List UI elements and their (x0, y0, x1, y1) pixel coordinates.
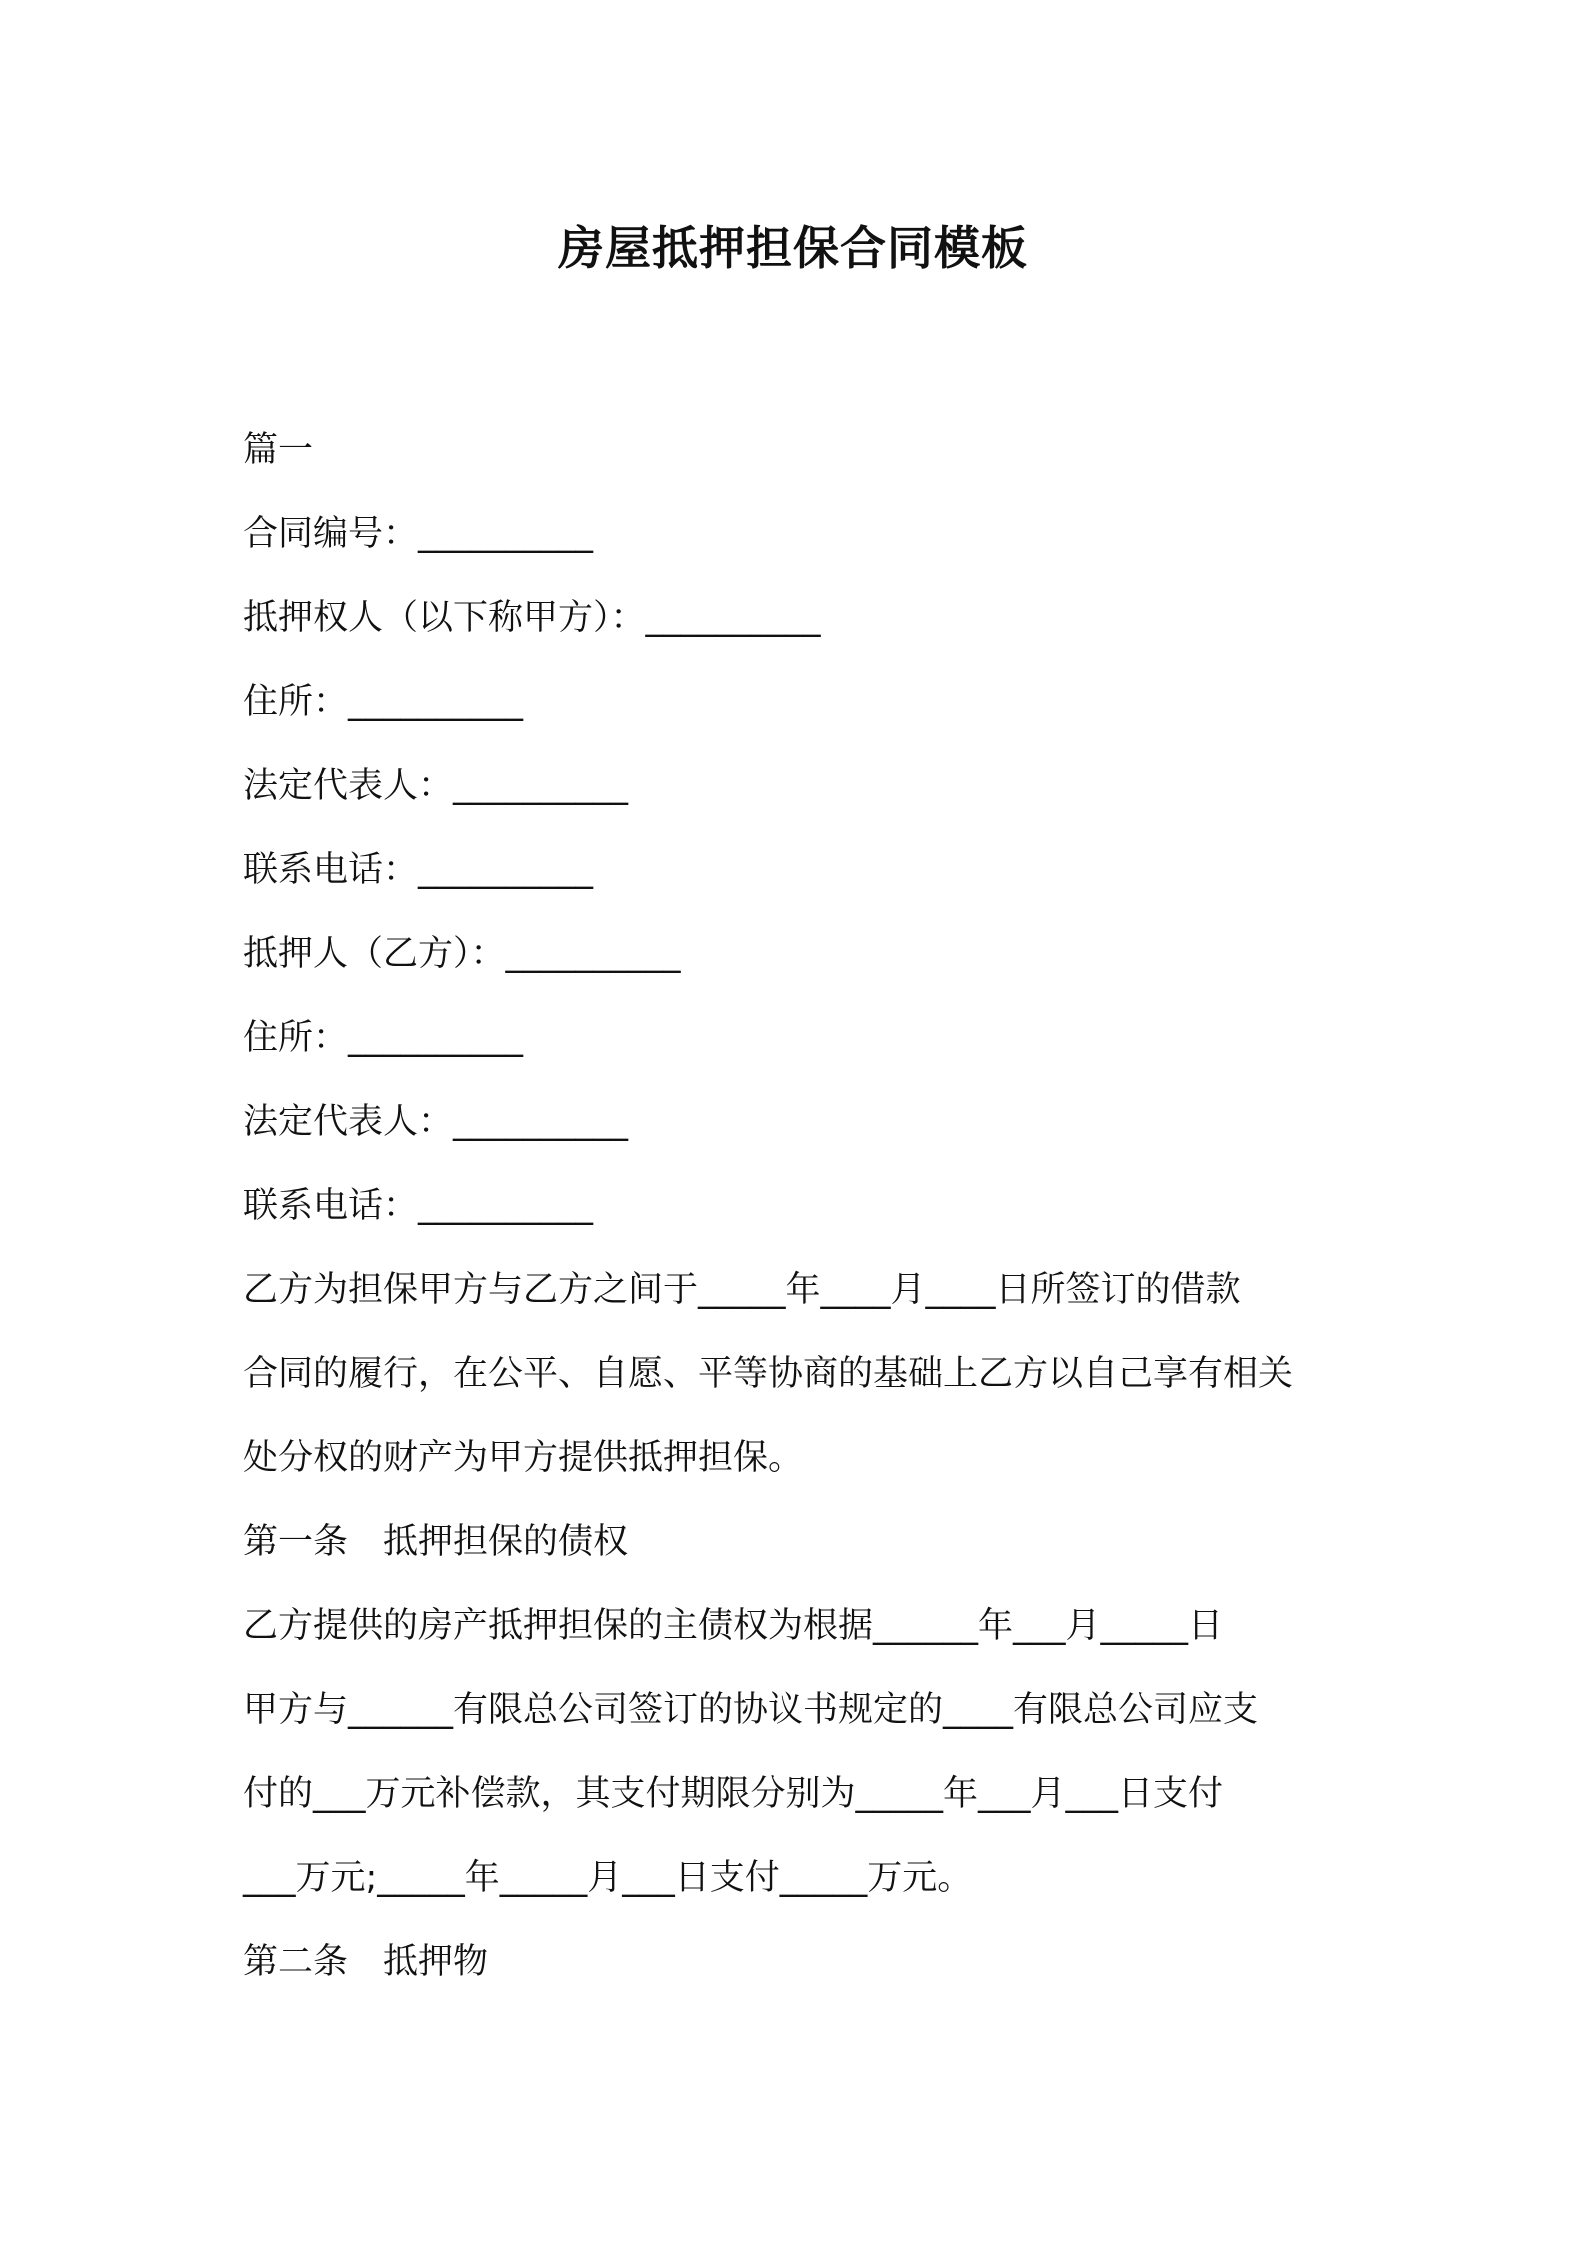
article-1-line-3: 付的___万元补偿款，其支付期限分别为_____年___月___日支付 (243, 1774, 1224, 1814)
article-1-line-4: ___万元;_____年_____月___日支付_____万元。 (243, 1858, 973, 1898)
preamble-line-1: 乙方为担保甲方与乙方之间于_____年____月____日所签订的借款 (243, 1270, 1241, 1310)
article-2-heading: 第二条 抵押物 (243, 1942, 489, 1982)
article-1-line-2: 甲方与______有限总公司签订的协议书规定的____有限总公司应支 (243, 1690, 1259, 1730)
section-heading-part-one: 篇一 (243, 430, 314, 470)
document-title: 房屋抵押担保合同模板 (558, 221, 1028, 275)
article-1-heading: 第一条 抵押担保的债权 (243, 1522, 629, 1562)
article-1-line-1: 乙方提供的房产抵押担保的主债权为根据______年___月_____日 (243, 1606, 1224, 1646)
mortgagor-field: 抵押人（乙方）：__________ (243, 934, 681, 974)
mortgagee-legal-rep-field: 法定代表人：__________ (243, 766, 629, 806)
document-body (243, 408, 1363, 2004)
mortgagor-address-field: 住所：__________ (243, 1018, 524, 1058)
preamble-line-2: 合同的履行，在公平、自愿、平等协商的基础上乙方以自己享有相关 (243, 1354, 1294, 1394)
preamble-line-3: 处分权的财产为甲方提供抵押担保。 (243, 1438, 804, 1478)
mortgagor-legal-rep-field: 法定代表人：__________ (243, 1102, 629, 1142)
mortgagee-phone-field: 联系电话：__________ (243, 850, 594, 890)
mortgagee-address-field: 住所：__________ (243, 682, 524, 722)
mortgagor-phone-field: 联系电话：__________ (243, 1186, 594, 1226)
contract-number-field: 合同编号：__________ (243, 514, 594, 554)
mortgagee-field: 抵押权人（以下称甲方）：__________ (243, 598, 821, 638)
